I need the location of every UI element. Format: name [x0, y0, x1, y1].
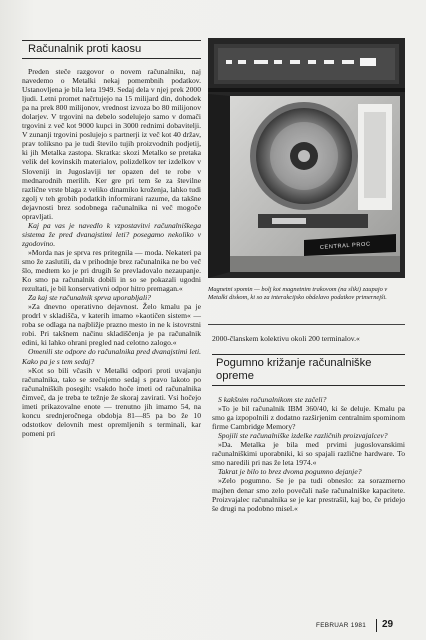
right-column: [212, 334, 405, 513]
section-heading-left: Računalnik proti kaosu: [22, 40, 201, 59]
paragraph: »Za dnevno operativno dejavnost. Želo kmalu pa je prodrl v skladišča, v katerih imamo »kaotičen sistem« — roba se odlaga na najbližje prazno mesto in ne k istovrstni robi. Pri takšnem načinu skladiščenja je pa računalnik edini, ki lahko ohrani pregled nad celotno zalogo.«: [22, 302, 201, 348]
page-footer: [316, 619, 406, 633]
issue-date: FEBRUAR 1981: [316, 622, 367, 629]
interview-question: Omenili ste odpore do računalnika pred dvanajstimi leti. Kako pa je s tem sedaj?: [22, 347, 201, 366]
interview-question: S kakšnim računalnikom ste začeli?: [218, 395, 327, 405]
continuation-text: [212, 334, 405, 343]
paragraph: Preden steče razgovor o novem računalniku, naj navedemo o Metalki nekaj pomembnih podatkov. Ustanovljena je bila leta 1949. Sedaj dela v njej prek 2000 ljudi. Letni promet načrtujejo na 15 milijard din, dohodek pa na prek 800 milijonov, vrednost izvoza bo 80 milijonov dolarjev. V trgovini na debelo sodelujejo samo v domači trgovini z več kot 9000 kupci in 3000 rednimi dobavitelji. V zunanji trgovini poslujejo s partnerji iz več kot 40 držav, prav toliksno pa je tudi število tujih proizvodnih podjetij, ki jih Metalka zastopa. Skratka: skozi Metalko se pretaka velik del kovinskih materialov, polizdelkov ter izdelkov v Sloveniji in Jugoslaviji ter opazen del te robe v mednarodnih merilih. Ker gre pri tem še za številne različne vrste blaga z veliko dinamiko kroženja, lahko tudi zgolj v teh grobih podatkih informirani razume, da takšne dejavnosti brez sodobnega računalnika ni več mogoče opravljati.: [22, 67, 201, 221]
caption-divider: [208, 324, 405, 325]
paragraph: »Kot so bili včasih v Metalki odpori proti uvajanju računalnika, tako se srečujemo sedaj s pravo lakoto po računalniških posegih: vsakdo hoče imeti od računalnika čimveč, da je treba te težnje že skoraj zavirati. Vsi hočejo imeti prikazovalne enote — trenutno jih imamo 54, na koncu srednjeročnega obdobja 81—85 pa bo že 10 odstotkov delovnih mest opremljenih s terminali, kar pomeni pri: [22, 365, 201, 438]
interview-question: Takrat je bilo to brez dvoma pogumno dejanje?: [218, 467, 362, 477]
page-number: 29: [382, 619, 394, 630]
paragraph: »Morda nas je sprva res pritegnila — moda. Nekateri pa smo že zaslutili, da v prihodnje brez računalnika ne bo več šlo, medtem ko je pri drugih še prevladovalo nezaupanje. Ko smo pa računalnik dobili in so se pokazali ugodni rezultati, je bil konservativni odpor hitro premagan.«: [22, 247, 201, 294]
paragraph: »Da. Metalka je bila med prvimi jugoslovanskimi računalniškimi uporabniki, ki so spajali različne hardware. To smo naredili pri nas že leta 1974.«: [212, 440, 405, 468]
left-column: [22, 40, 201, 438]
footer-divider: [376, 619, 377, 632]
paragraph: 2000-članskem kolektivu okoli 200 terminalov.«: [212, 334, 360, 343]
paragraph: »To je bil računalnik IBM 360/40, ki še deluje. Kmalu pa smo ga izpopolnili z dodatno razširjenim centralnim spominom firme Cambridge Memory?: [212, 404, 405, 432]
left-article-body: [22, 67, 201, 438]
drive-label: CENTRAL PROC: [319, 241, 371, 251]
interview-question: Spojili ste računalniške izdelke različnih proizvajalcev?: [218, 431, 388, 441]
tape-drive-photo: [208, 38, 405, 278]
section-heading-right: Pogumno križanje računalniške opreme: [212, 354, 405, 386]
photo-caption: Magnetni spomin — bolj kot magnetnim trakovom (na sliki) zaupajo v Metalki diskom, ki so za interakcijsko obdelavo podatkov primernejši.: [208, 286, 388, 301]
interview-question: Kaj pa vas je navedlo k vzpostavitvi računalniškega sistema že pred dvanajstimi leti? posegamo nekoliko v zgodovino.: [22, 220, 201, 248]
right-article-body: [212, 395, 405, 513]
interview-question: Za kaj ste računalnik sprva uporabljali?: [28, 293, 151, 303]
paragraph: »Zelo pogumno. Se je pa tudi obneslo: za sorazmerno majhen denar smo zelo povečali naše računalniške kapacitete. Proizvajalec računalnika se je kar prestrašil, kaj bo, če pridejo še drugi na podobno misel.«: [212, 476, 405, 513]
